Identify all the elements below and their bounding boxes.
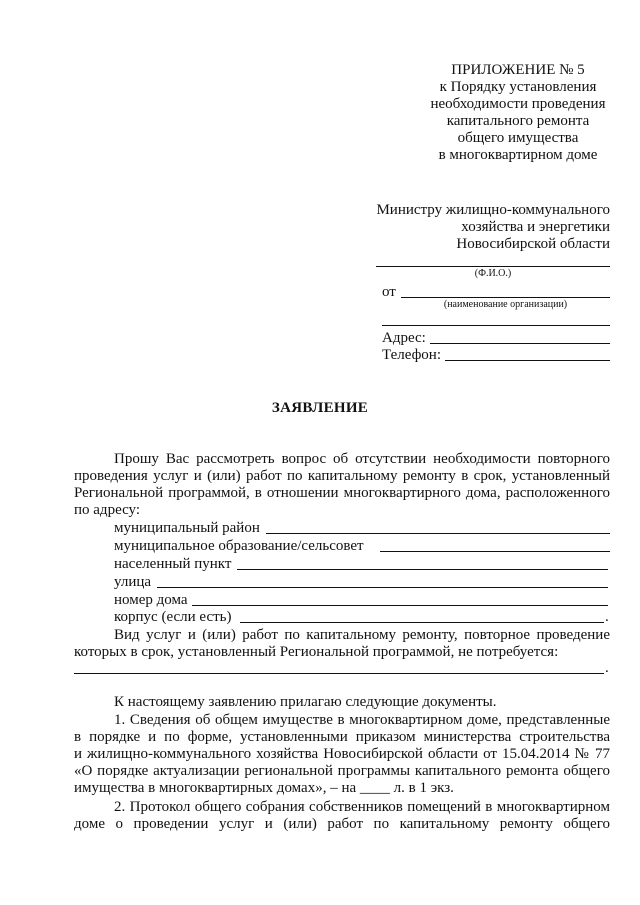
from-label: от: [382, 284, 396, 300]
doc1-line: «О порядке актуализации региональной программы капитального ремонта общего: [74, 763, 610, 779]
appendix-line: к Порядку установления: [439, 79, 597, 95]
doc1-line: и жилищно-коммунального хозяйства Новосибирской области от 15.04.2014 № 77: [74, 746, 610, 762]
addressee-line: хозяйства и энергетики: [461, 219, 610, 235]
appendix-line: в многоквартирном доме: [438, 147, 598, 163]
phone-line[interactable]: [445, 360, 610, 361]
works-period: .: [605, 660, 609, 676]
doc1-line: в порядке и по форме, установленными приказом министерства строительства: [74, 729, 610, 745]
organization-line[interactable]: [401, 297, 610, 298]
phone-label: Телефон:: [382, 347, 441, 363]
field-label-municipality: муниципальное образование/сельсовет: [114, 538, 364, 554]
doc2-line: доме о проведении услуг и (или) работ по капитальному ремонту общего: [74, 816, 610, 832]
appendix-line: необходимости проведения: [430, 96, 606, 112]
intro-line: Прошу Вас рассмотреть вопрос об отсутствии необходимости повторного: [114, 451, 610, 467]
appendix-title: ПРИЛОЖЕНИЕ № 5: [451, 62, 585, 78]
field-line-building[interactable]: [240, 622, 604, 623]
fio-caption: (Ф.И.О.): [474, 268, 512, 279]
address-label: Адрес:: [382, 330, 426, 346]
appendix-line: капитального ремонта: [446, 113, 590, 129]
works-line: которых в срок, установленный Региональной программой, не потребуется:: [74, 644, 559, 660]
field-label-settlement: населенный пункт: [114, 556, 232, 572]
intro-line: Региональной программой, в отношении многоквартирного дома, расположенного: [74, 485, 610, 501]
fio-line[interactable]: [376, 266, 610, 267]
doc2-line: 2. Протокол общего собрания собственников помещений в многоквартирном: [114, 799, 610, 815]
works-line: Вид услуг и (или) работ по капитальному ремонту, повторное проведение: [114, 627, 610, 643]
field-line-house[interactable]: [192, 605, 608, 606]
intro-line: проведения услуг и (или) работ по капитальному ремонту в срок, установленный: [74, 468, 610, 484]
organization-line-2[interactable]: [382, 325, 610, 326]
field-label-district: муниципальный район: [114, 520, 260, 536]
doc1-line: имущества в многоквартирных домах», – на ____ л. в 1 экз.: [74, 780, 454, 796]
field-line-settlement[interactable]: [237, 569, 608, 570]
doc1-line: 1. Сведения об общем имуществе в многоквартирном доме, представленные: [114, 712, 610, 728]
field-label-street: улица: [114, 574, 152, 590]
address-line[interactable]: [430, 343, 610, 344]
field-line-street[interactable]: [157, 587, 608, 588]
addressee-line: Новосибирской области: [456, 236, 610, 252]
field-period: .: [605, 609, 609, 625]
organization-caption: (наименование организации): [443, 299, 568, 310]
field-line-municipality[interactable]: [380, 551, 610, 552]
field-label-house: номер дома: [114, 592, 188, 608]
appendix-line: общего имущества: [457, 130, 579, 146]
works-input-line[interactable]: [74, 673, 604, 674]
field-label-building: корпус (если есть): [114, 609, 232, 625]
intro-line: по адресу:: [74, 502, 141, 518]
attachments-heading: К настоящему заявлению прилагаю следующие документы.: [114, 694, 497, 710]
field-line-district[interactable]: [266, 533, 610, 534]
addressee-line: Министру жилищно-коммунального: [376, 202, 610, 218]
document-title: ЗАЯВЛЕНИЕ: [271, 400, 369, 416]
